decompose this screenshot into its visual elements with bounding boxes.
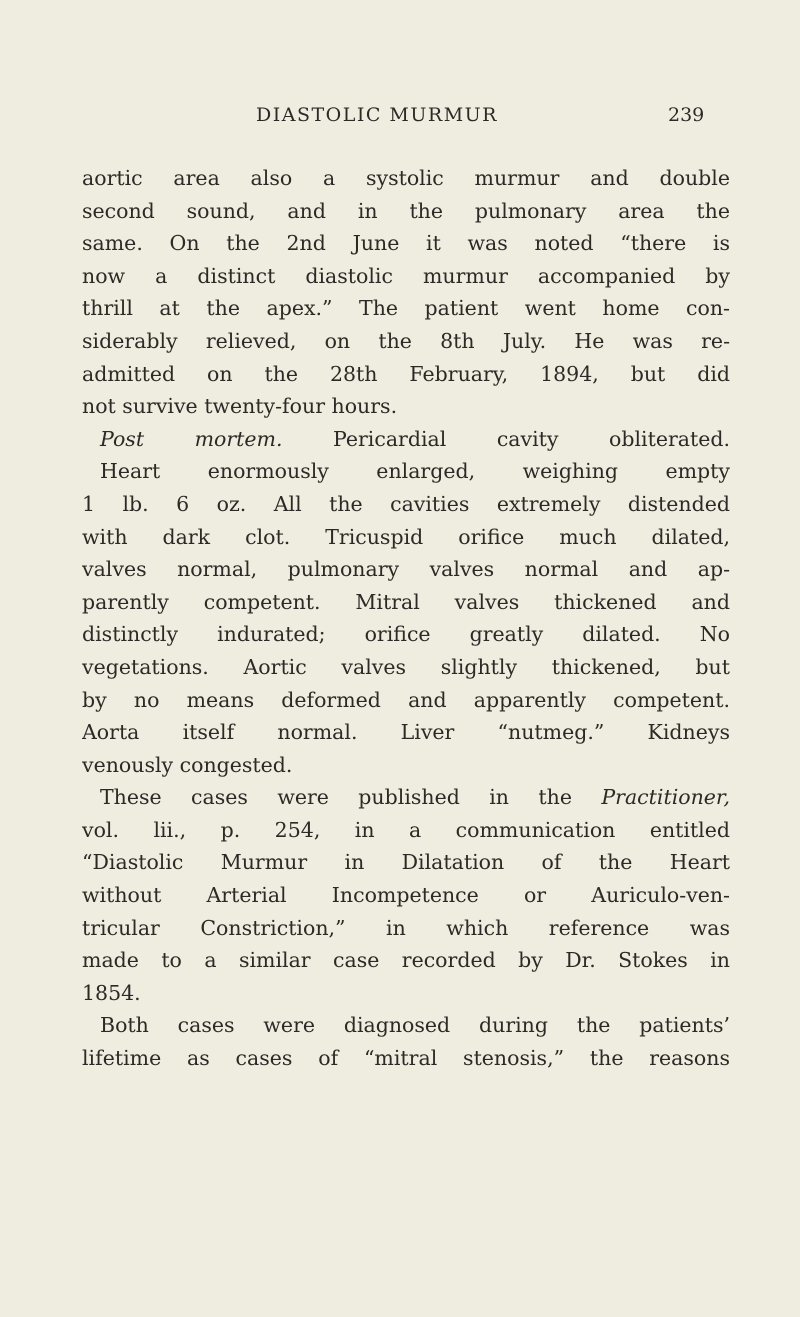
text-line: 1 lb. 6 oz. All the cavities extremely distended [82,491,730,516]
text-line: distinctly indurated; orifice greatly dilated. No [82,622,730,647]
text-line: tricular Constriction,” in which reference was [82,915,730,940]
text-line: now a distinct diastolic murmur accompanied by [82,263,730,288]
text-fragment: Pericardial cavity obliterated. [282,426,730,451]
running-head: DIASTOLIC MURMUR [256,104,498,126]
text-line: made to a similar case recorded by Dr. Stokes in [82,948,730,973]
text-line: vegetations. Aortic valves slightly thickened, but [82,654,730,679]
text-line: not survive twenty-four hours. [82,394,398,419]
text-line: admitted on the 28th February, 1894, but did [82,361,730,386]
text-line: venously congested. [82,752,293,777]
text-line: with dark clot. Tricuspid orifice much dilated, [82,524,730,549]
text-line: same. On the 2nd June it was noted “there is [82,231,730,256]
text-line: siderably relieved, on the 8th July. He was re- [82,328,730,353]
text-line: without Arterial Incompetence or Auriculo-ven- [82,883,730,908]
page-header [0,104,800,134]
text-line: lifetime as cases of “mitral stenosis,” the reasons [82,1046,730,1071]
text-line: “Diastolic Murmur in Dilatation of the Heart [82,850,730,875]
text-line: 1854. [82,980,141,1005]
page-number: 239 [668,104,705,126]
journal-title: Practitioner, [601,785,730,810]
text-line: parently competent. Mitral valves thickened and [82,589,730,614]
text-line: Heart enormously enlarged, weighing empty [100,459,730,484]
post-mortem-heading: Post mortem. [100,426,283,451]
text-line: vol. lii., p. 254, in a communication entitled [82,817,730,842]
text-line: Aorta itself normal. Liver “nutmeg.” Kidneys [82,720,730,745]
text-line [82,781,730,814]
text-line: valves normal, pulmonary valves normal and ap- [82,557,730,582]
text-line: by no means deformed and apparently competent. [82,687,730,712]
text-line: Both cases were diagnosed during the patients’ [100,1013,730,1038]
text-line: second sound, and in the pulmonary area the [82,198,730,223]
text-line [82,423,730,456]
text-line: aortic area also a systolic murmur and double [82,166,730,190]
body-text [82,162,730,1075]
text-fragment: These cases were published in the [100,785,602,810]
text-line: thrill at the apex.” The patient went home con- [82,296,730,321]
